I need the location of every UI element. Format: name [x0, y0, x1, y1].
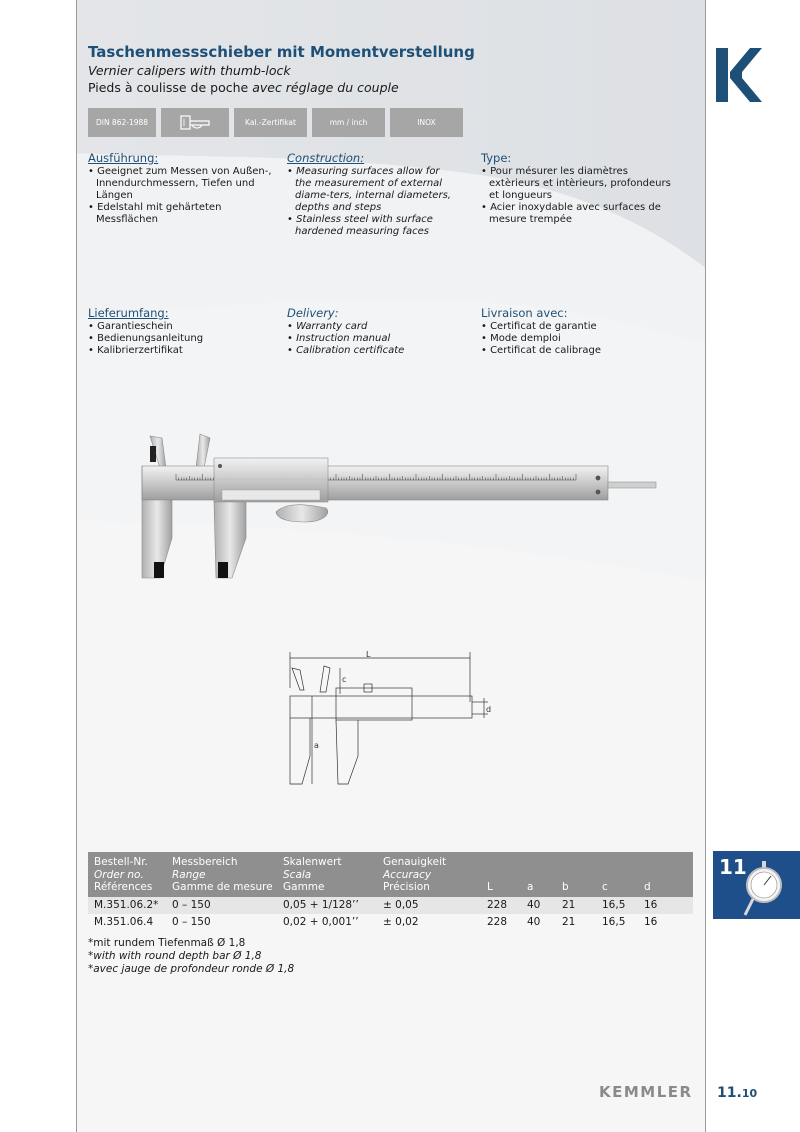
badge-din: DIN 862-1988: [88, 108, 156, 137]
section-number: 11: [719, 855, 747, 879]
subtitle-french: [88, 80, 399, 95]
page-number-sub: 10: [741, 1087, 758, 1100]
cell-range: 0 – 150: [166, 897, 277, 914]
delivery-english-heading: Delivery:: [287, 306, 339, 320]
header-scale: Skalenwert Scala Gamme: [277, 852, 377, 897]
list-item: • Acier inoxydable avec surfaces de mesure trempée: [481, 202, 681, 226]
badge-units: mm / inch: [312, 108, 385, 137]
delivery-german: [88, 307, 273, 357]
cell-a: 40: [527, 916, 541, 928]
drawing-label-c: c: [342, 675, 347, 684]
header-accuracy: Genauigkeit Accuracy Précision: [377, 852, 487, 897]
cell-c: 16,5: [602, 916, 626, 928]
cell-c: 16,5: [602, 897, 644, 914]
drawing-label-L: L: [366, 650, 371, 659]
brand-name: KEMMLER: [599, 1083, 693, 1101]
drawing-label-d: d: [486, 705, 492, 714]
order-table: [88, 852, 693, 931]
cell-d: 16: [644, 897, 693, 914]
footnote-english: *with with round depth bar Ø 1,8: [88, 950, 262, 962]
kemmler-logo-icon: [716, 48, 762, 102]
cell-L: 228: [487, 897, 527, 914]
cell-range: 0 – 150: [172, 916, 211, 928]
cell-L: 228: [487, 916, 508, 928]
cell-scale: 0,05 + 1/128’’: [277, 897, 377, 914]
header-b: b: [562, 852, 602, 897]
subtitle-french-italic: avec réglage du couple: [252, 80, 399, 95]
construction-german: [88, 152, 273, 226]
cell-a: 40: [527, 897, 562, 914]
footnotes: [88, 937, 294, 976]
page-title: Taschenmessschieber mit Momentverstellung: [88, 43, 475, 61]
drawing-label-a: a: [314, 741, 319, 750]
delivery-french: [481, 307, 681, 357]
dial-gauge-icon: [741, 861, 785, 917]
construction-english-heading: Construction:: [287, 151, 365, 165]
list-item: • Garantieschein: [88, 321, 273, 333]
list-item: • Instruction manual: [287, 333, 459, 345]
header-range: Messbereich Range Gamme de mesure: [166, 852, 277, 897]
list-item: • Warranty card: [287, 321, 459, 333]
page-number-main: 11.: [717, 1085, 742, 1101]
table-header-row: [88, 852, 693, 897]
list-item: • Kalibrierzertifikat: [88, 345, 273, 357]
cell-order: M.351.06.4: [94, 916, 154, 928]
list-item: • Bedienungsanleitung: [88, 333, 273, 345]
list-item: • Certificat de calibrage: [481, 345, 681, 357]
header-order: Bestell-Nr. Order no. Références: [88, 852, 166, 897]
header-d: d: [644, 852, 693, 897]
header-L: L: [487, 852, 527, 897]
delivery-french-heading: Livraison avec:: [481, 306, 568, 320]
badge-material: INOX: [390, 108, 463, 137]
cell-b: 21: [562, 916, 576, 928]
footnote-french: *avec jauge de profondeur ronde Ø 1,8: [88, 963, 295, 975]
cell-accuracy: ± 0,02: [383, 916, 419, 928]
table-row: [88, 897, 693, 914]
delivery-german-heading: Lieferumfang:: [88, 306, 169, 320]
list-item: • Certificat de garantie: [481, 321, 681, 333]
left-margin-line: [76, 0, 77, 1132]
cell-order: M.351.06.2*: [88, 897, 166, 914]
right-margin-line: [705, 0, 706, 1132]
list-item: • Calibration certificate: [287, 345, 459, 357]
delivery-english: [287, 307, 459, 357]
badge-thumb-lock: [161, 108, 229, 137]
list-item: • Measuring surfaces allow for the measurement of external diame-ters, internal diameters, depths and steps: [287, 166, 459, 214]
list-item: • Mode demploi: [481, 333, 681, 345]
construction-english: [287, 152, 459, 238]
cell-d: 16: [644, 916, 658, 928]
construction-french-heading: Type:: [481, 151, 512, 165]
subtitle-french-plain: Pieds à coulisse de poche: [88, 80, 253, 95]
header-a: a: [527, 852, 562, 897]
feature-badges: [88, 108, 463, 137]
table-row: [88, 914, 693, 931]
caliper-dimension-drawing: [282, 648, 500, 796]
list-item: • Edelstahl mit gehärteten Messflächen: [88, 202, 273, 226]
subtitle-english: Vernier calipers with thumb-lock: [88, 63, 291, 78]
section-tab: [713, 851, 800, 919]
cell-scale: 0,02 + 0,001’’: [283, 916, 359, 928]
caliper-product-image: [136, 428, 660, 584]
page-number: [717, 1085, 757, 1101]
list-item: • Pour mésurer les diamètres extèrieurs et intèrieurs, profondeurs et longueurs: [481, 166, 681, 202]
list-item: • Geeignet zum Messen von Außen-, Innendurchmessern, Tiefen und Längen: [88, 166, 273, 202]
cell-b: 21: [562, 897, 602, 914]
footnote-german: *mit rundem Tiefenmaß Ø 1,8: [88, 937, 246, 949]
construction-german-heading: Ausführung:: [88, 151, 159, 165]
header-c: c: [602, 852, 644, 897]
list-item: • Stainless steel with surface hardened measuring faces: [287, 214, 459, 238]
badge-calibration: Kal.-Zertifikat: [234, 108, 307, 137]
construction-french: [481, 152, 681, 226]
caliper-slider-icon: [178, 114, 212, 132]
cell-accuracy: ± 0,05: [377, 897, 487, 914]
